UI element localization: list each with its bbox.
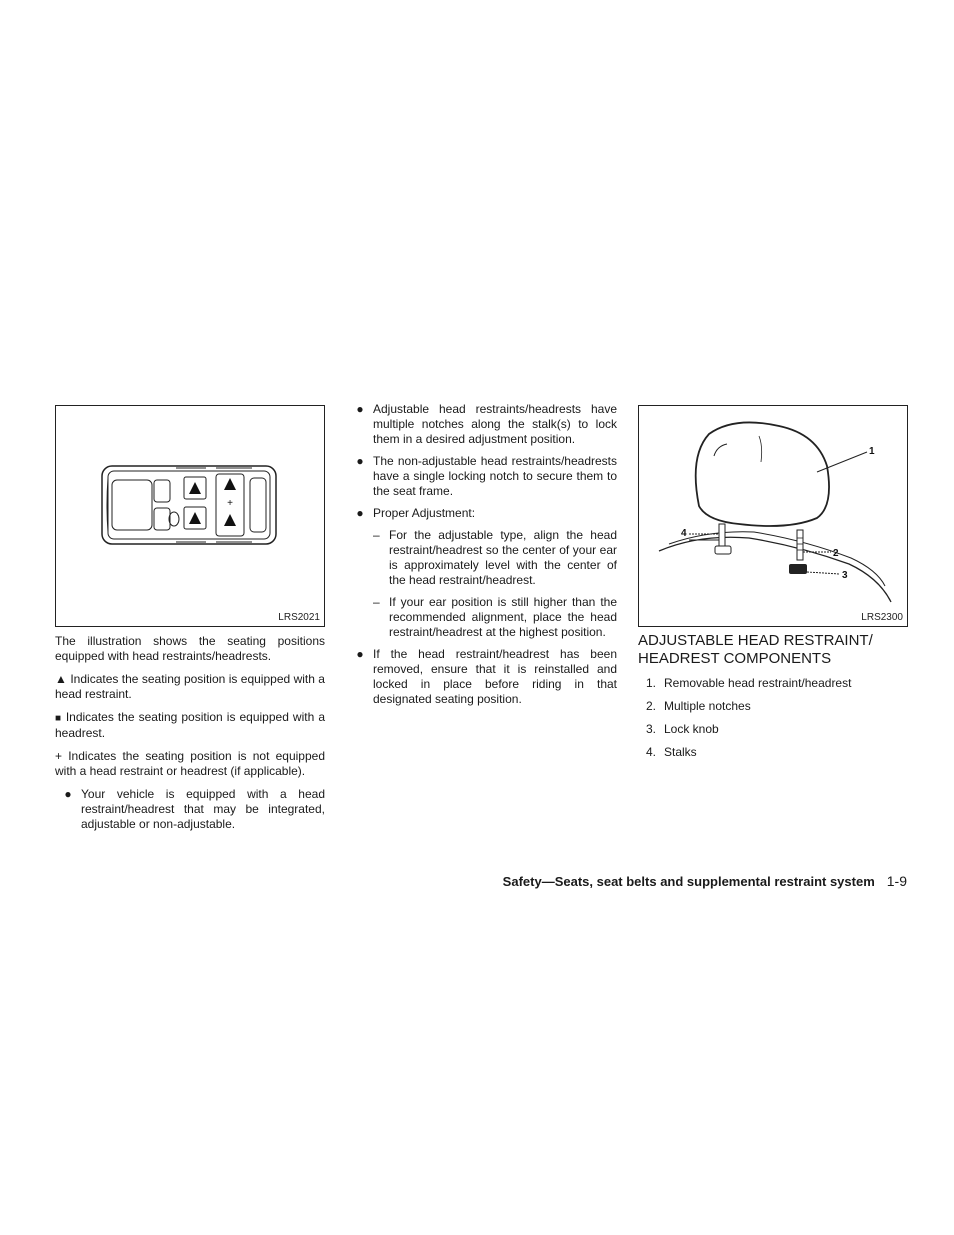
list-item: 4. Stalks (646, 745, 697, 759)
bullet-icon: ● (64, 787, 72, 801)
plus-legend: + Indicates the seating position is not equipped with a head restraint or headrest (if applicable). (55, 749, 325, 778)
section-heading: ADJUSTABLE HEAD RESTRAINT/ HEADREST COMPONENTS (638, 632, 873, 667)
figure-code: LRS2021 (278, 612, 320, 623)
callout-label: 4 (681, 528, 687, 539)
bullet-icon: ● (356, 454, 364, 468)
head-restraint-marker (189, 512, 201, 524)
head-restraint-figure (638, 405, 908, 627)
bullet-icon: ● (356, 506, 364, 520)
sub-list-item: – If your ear position is still higher than the recommended alignment, place the head restraint/headrest at the highest position. (373, 595, 617, 639)
no-restraint-marker: + (227, 498, 233, 509)
components-list (638, 676, 908, 760)
list-item: ● If the head restraint/headrest has been removed, ensure that it is reinstalled and locked in place before riding in that designated seating position. (356, 647, 617, 706)
dash-icon: – (373, 595, 380, 609)
square-legend: ■ Indicates the seating position is equipped with a headrest. (55, 710, 325, 740)
list-item: ● The non-adjustable head restraints/headrests have a single locking notch to secure them to the seat frame. (356, 454, 617, 498)
callout-label: 3 (842, 570, 848, 581)
plus-icon: + (55, 749, 63, 763)
head-restraint-illustration (639, 406, 907, 626)
head-restraint-marker (224, 514, 236, 526)
intro-paragraph: The illustration shows the seating positions equipped with head restraints/headrests. (55, 634, 325, 663)
list-item: 3. Lock knob (646, 722, 719, 736)
list-item: ● Adjustable head restraints/headrests have multiple notches along the stalk(s) to lock them in a desired adjustment position. (356, 402, 617, 446)
seating-positions-figure (55, 405, 325, 627)
dash-icon: – (373, 528, 380, 542)
callout-label: 2 (833, 548, 839, 559)
triangle-legend: ▲ Indicates the seating position is equipped with a head restraint. (55, 672, 325, 701)
sub-list-item: – For the adjustable type, align the head restraint/headrest so the center of your ear is approximately level with the center of the head restraint/headrest. (373, 528, 617, 587)
figure-code: LRS2300 (861, 612, 903, 623)
footer-title: Safety—Seats, seat belts and supplemental restraint system (502, 874, 875, 889)
head-restraint-marker (189, 482, 201, 494)
bullet-icon: ● (356, 647, 364, 661)
middle-column (355, 402, 617, 707)
triangle-icon: ▲ (55, 672, 67, 686)
page-number: 1-9 (886, 873, 907, 889)
head-restraint-marker (224, 478, 236, 490)
right-column (638, 405, 908, 760)
page-footer (503, 873, 907, 890)
list-item: 2. Multiple notches (646, 699, 751, 713)
list-item: 1. Removable head restraint/headrest (646, 676, 852, 690)
left-column (55, 405, 325, 832)
callout-label: 1 (869, 446, 875, 457)
bullet-icon: ● (356, 402, 364, 416)
list-item: ● Proper Adjustment: (356, 506, 476, 520)
vehicle-top-view-illustration (56, 406, 324, 626)
square-icon: ■ (55, 713, 62, 724)
list-item: ● Your vehicle is equipped with a head restraint/headrest that may be integrated, adjustable or non-adjustable. (64, 787, 325, 831)
